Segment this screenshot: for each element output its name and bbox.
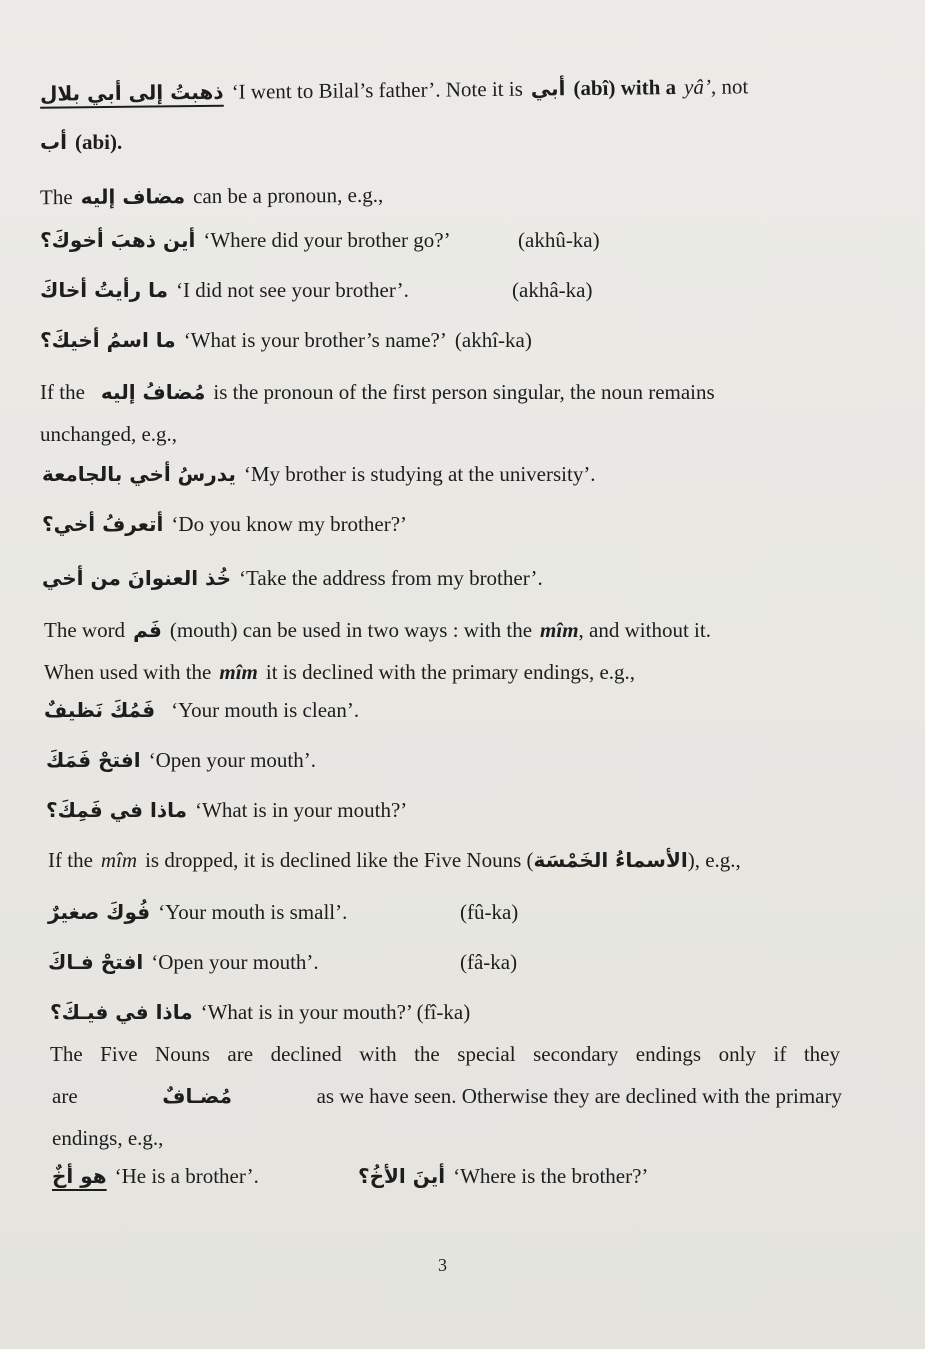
arabic-example: خُذ العنوانَ من أخي [42, 566, 232, 590]
arabic-example: ماذا في فيـكَ؟ [50, 1000, 193, 1024]
line-23 [52, 1118, 163, 1158]
english-text: is dropped, it is declined like the Five Nouns ( [145, 847, 534, 872]
line-9 [42, 454, 596, 494]
transliteration: (fâ-ka) [460, 949, 518, 974]
line-12 [44, 610, 711, 650]
line-22 [52, 1076, 842, 1116]
english-text: The [39, 184, 73, 209]
line-17 [48, 840, 741, 880]
arabic-term: الأسماءُ الخَمْسَة [533, 848, 688, 872]
english-text: The Five Nouns are declined with the special secondary endings only if they [50, 1042, 840, 1066]
english-translation: ‘Do you know my brother?’ [171, 511, 408, 536]
line-24 [52, 1156, 772, 1196]
english-text: as we have seen. Otherwise they are declined with the primary [316, 1083, 842, 1108]
arabic-word: فَم [133, 618, 162, 642]
arabic-term: مضاف إليه [80, 184, 186, 209]
english-text: can be a pronoun, e.g., [193, 182, 384, 208]
english-text: If the [40, 379, 85, 404]
english-text: When used with the [44, 659, 212, 684]
arabic-example: ما اسمُ أخيكَ؟ [40, 328, 176, 352]
english-text: (mouth) can be used in two ways : with the [169, 617, 533, 642]
line-8 [40, 414, 177, 454]
english-text: , and without it. [578, 617, 711, 642]
arabic-example: أينَ الأخُ؟ [358, 1164, 446, 1188]
arabic-term: مُضافُ إليه [100, 380, 206, 404]
italic-term: mîm [219, 659, 258, 684]
line-18 [48, 892, 648, 932]
english-translation: ‘Open your mouth’. [148, 747, 317, 772]
english-text: If the [48, 847, 93, 872]
line-1 [40, 66, 749, 113]
arabic-word: أب [40, 130, 67, 154]
arabic-term: مُضـافٌ [162, 1084, 232, 1108]
english-text: ), e.g., [687, 847, 741, 872]
english-text: The word [44, 617, 126, 642]
arabic-example: افتحْ فـاكَ [48, 950, 144, 974]
transliteration: (fû-ka) [460, 899, 519, 924]
arabic-example: افتحْ فَمَكَ [46, 748, 141, 772]
arabic-example: ما رأيتُ أخاكَ [40, 278, 168, 302]
arabic-phrase: ذهبتُ إلى أبي بلال [39, 79, 224, 106]
italic-term: mîm [100, 847, 138, 872]
english-text: is the pronoun of the first person singular, the noun remains [213, 379, 715, 404]
english-text: unchanged, e.g., [40, 421, 178, 446]
english-translation: ‘I did not see your brother’. [175, 277, 409, 302]
arabic-example: هو أخٌ [52, 1164, 107, 1188]
line-11 [42, 558, 543, 598]
line-5 [40, 270, 640, 310]
english-translation: ‘What is in your mouth?’ [195, 797, 408, 822]
line-3 [40, 175, 383, 217]
arabic-example: يدرسُ أخي بالجامعة [42, 462, 236, 486]
english-translation: ‘Your mouth is clean’. [171, 697, 360, 722]
page-number: 3 [438, 1255, 447, 1275]
english-translation: ‘Take the address from my brother’. [239, 565, 543, 590]
english-text: endings, e.g., [52, 1125, 164, 1150]
line-6 [40, 320, 532, 360]
english-translation: ‘Your mouth is small’. [158, 899, 348, 924]
english-text: it is declined with the primary endings, e.g., [265, 659, 636, 684]
line-20 [50, 992, 470, 1032]
english-translation: ‘My brother is studying at the university’. [243, 461, 596, 486]
arabic-example: فَمُكَ نَظيفٌ [44, 698, 156, 722]
arabic-example: ماذا في فَمِكَ؟ [46, 798, 187, 822]
line-19 [48, 942, 648, 982]
arabic-example: أين ذهبَ أخوكَ؟ [40, 228, 196, 252]
english-translation: ‘Where is the brother?’ [453, 1163, 649, 1188]
english-text: ‘I went to Bilal’s father’. Note it is [231, 76, 523, 104]
line-15 [46, 740, 316, 780]
second-example [358, 1164, 648, 1189]
english-translation: ‘Open your mouth’. [151, 949, 319, 974]
transliteration: (akhî-ka) [454, 327, 532, 352]
line-4 [40, 220, 640, 260]
line-13 [44, 652, 635, 692]
transliteration: (akhâ-ka) [512, 277, 593, 302]
english-translation: ‘What is in your mouth?’ (fî-ka) [200, 999, 471, 1024]
english-text: (abî) with a [573, 74, 677, 100]
line-21 [50, 1034, 840, 1074]
english-translation: ‘He is a brother’. [114, 1163, 259, 1188]
english-translation: ‘Where did your brother go?’ [203, 227, 451, 252]
arabic-word: أبي [530, 76, 566, 101]
line-16 [46, 790, 407, 830]
italic-term: mîm [540, 617, 579, 642]
line-2 [40, 122, 122, 162]
english-text: are [52, 1083, 78, 1108]
transliteration: (akhû-ka) [518, 227, 600, 252]
arabic-example: فُوكَ صغيرٌ [48, 900, 151, 924]
arabic-example: أتعرفُ أخي؟ [42, 512, 164, 536]
english-translation: ‘What is your brother’s name?’ [183, 327, 447, 352]
line-7 [40, 372, 715, 412]
line-14 [44, 690, 359, 730]
english-text: , not [710, 73, 749, 99]
italic-term: yâ’ [683, 74, 712, 99]
english-text: (abi). [74, 129, 123, 154]
line-10 [42, 504, 407, 544]
